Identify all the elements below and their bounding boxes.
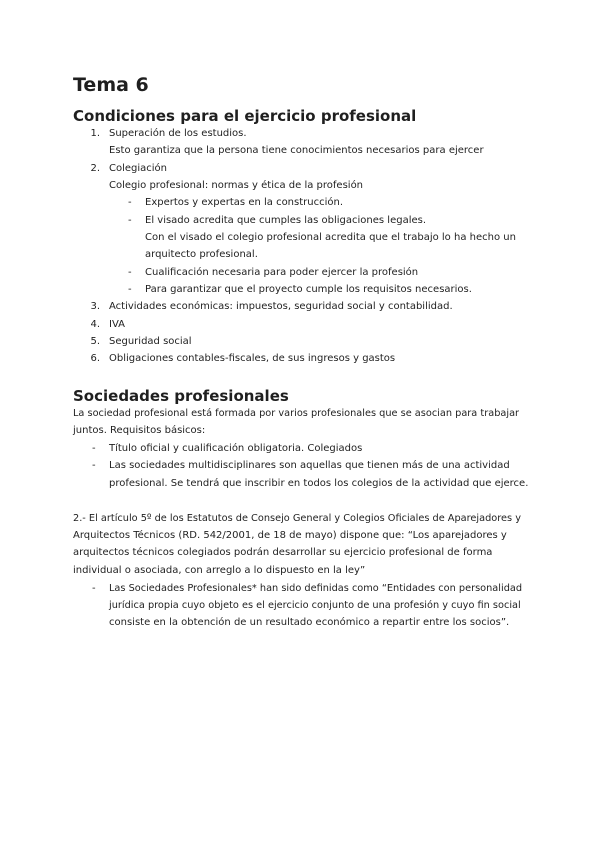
section-heading-sociedades: Sociedades profesionales (73, 387, 289, 405)
sub-list-item: Expertos y expertas en la construcción. (145, 197, 344, 208)
dash-bullet: - (128, 215, 132, 226)
dash-bullet: - (128, 284, 132, 295)
dash-bullet: - (92, 460, 96, 471)
dash-bullet: - (92, 583, 96, 594)
list-number: 2. (90, 163, 100, 174)
sub-list-item-note: Con el visado el colegio profesional acredita que el trabajo lo ha hecho un (145, 232, 516, 243)
list-item: Superación de los estudios. (109, 128, 247, 139)
paragraph-line: arquitectos técnicos colegiados podrán desarrollar su ejercicio profesional de forma (73, 547, 493, 558)
bullet-item-continuation: profesional. Se tendrá que inscribir en todos los colegios de la actividad que ejerce. (109, 478, 529, 489)
list-number: 4. (90, 319, 100, 330)
dash-bullet: - (128, 267, 132, 278)
bullet-item: Título oficial y cualificación obligatoria. Colegiados (109, 443, 363, 454)
list-number: 1. (90, 128, 100, 139)
list-item: IVA (109, 319, 125, 330)
paragraph-line: 2.- El artículo 5º de los Estatutos de Consejo General y Colegios Oficiales de Aparejadores y (73, 513, 522, 524)
list-item-note: Esto garantiza que la persona tiene conocimientos necesarios para ejercer (109, 145, 484, 156)
sub-list-item: El visado acredita que cumples las obligaciones legales. (145, 215, 427, 226)
page-title: Tema 6 (73, 74, 149, 96)
paragraph-line: La sociedad profesional está formada por varios profesionales que se asocian para trabajar (73, 408, 520, 419)
list-item: Colegiación (109, 163, 168, 174)
list-number: 6. (90, 353, 100, 364)
paragraph-line: Arquitectos Técnicos (RD. 542/2001, de 18 de mayo) dispone que: “Los aparejadores y (73, 530, 507, 541)
list-number: 3. (90, 301, 100, 312)
bullet-item: Las Sociedades Profesionales* han sido definidas como “Entidades con personalidad (109, 583, 523, 594)
list-item-note: Colegio profesional: normas y ética de la profesión (109, 180, 364, 191)
dash-bullet: - (92, 443, 96, 454)
sub-list-item: Cualificación necesaria para poder ejercer la profesión (145, 267, 419, 278)
paragraph-line: individual o asociada, con arreglo a lo dispuesto en la ley” (73, 565, 366, 576)
list-item: Seguridad social (109, 336, 192, 347)
bullet-item-continuation: jurídica propia cuyo objeto es el ejercicio conjunto de una profesión y cuyo fin social (109, 600, 521, 611)
sub-list-item-note: arquitecto profesional. (145, 249, 258, 260)
list-number: 5. (90, 336, 100, 347)
bullet-item: Las sociedades multidisciplinares son aquellas que tienen más de una actividad (109, 460, 510, 471)
paragraph-line: juntos. Requisitos básicos: (73, 425, 206, 436)
list-item: Obligaciones contables-fiscales, de sus ingresos y gastos (109, 353, 396, 364)
section-heading-condiciones: Condiciones para el ejercicio profesional (73, 107, 417, 125)
list-item: Actividades económicas: impuestos, seguridad social y contabilidad. (109, 301, 453, 312)
sub-list-item: Para garantizar que el proyecto cumple los requisitos necesarios. (145, 284, 472, 295)
bullet-item-continuation: consiste en la obtención de un resultado económico a repartir entre los socios”. (109, 617, 510, 628)
dash-bullet: - (128, 197, 132, 208)
